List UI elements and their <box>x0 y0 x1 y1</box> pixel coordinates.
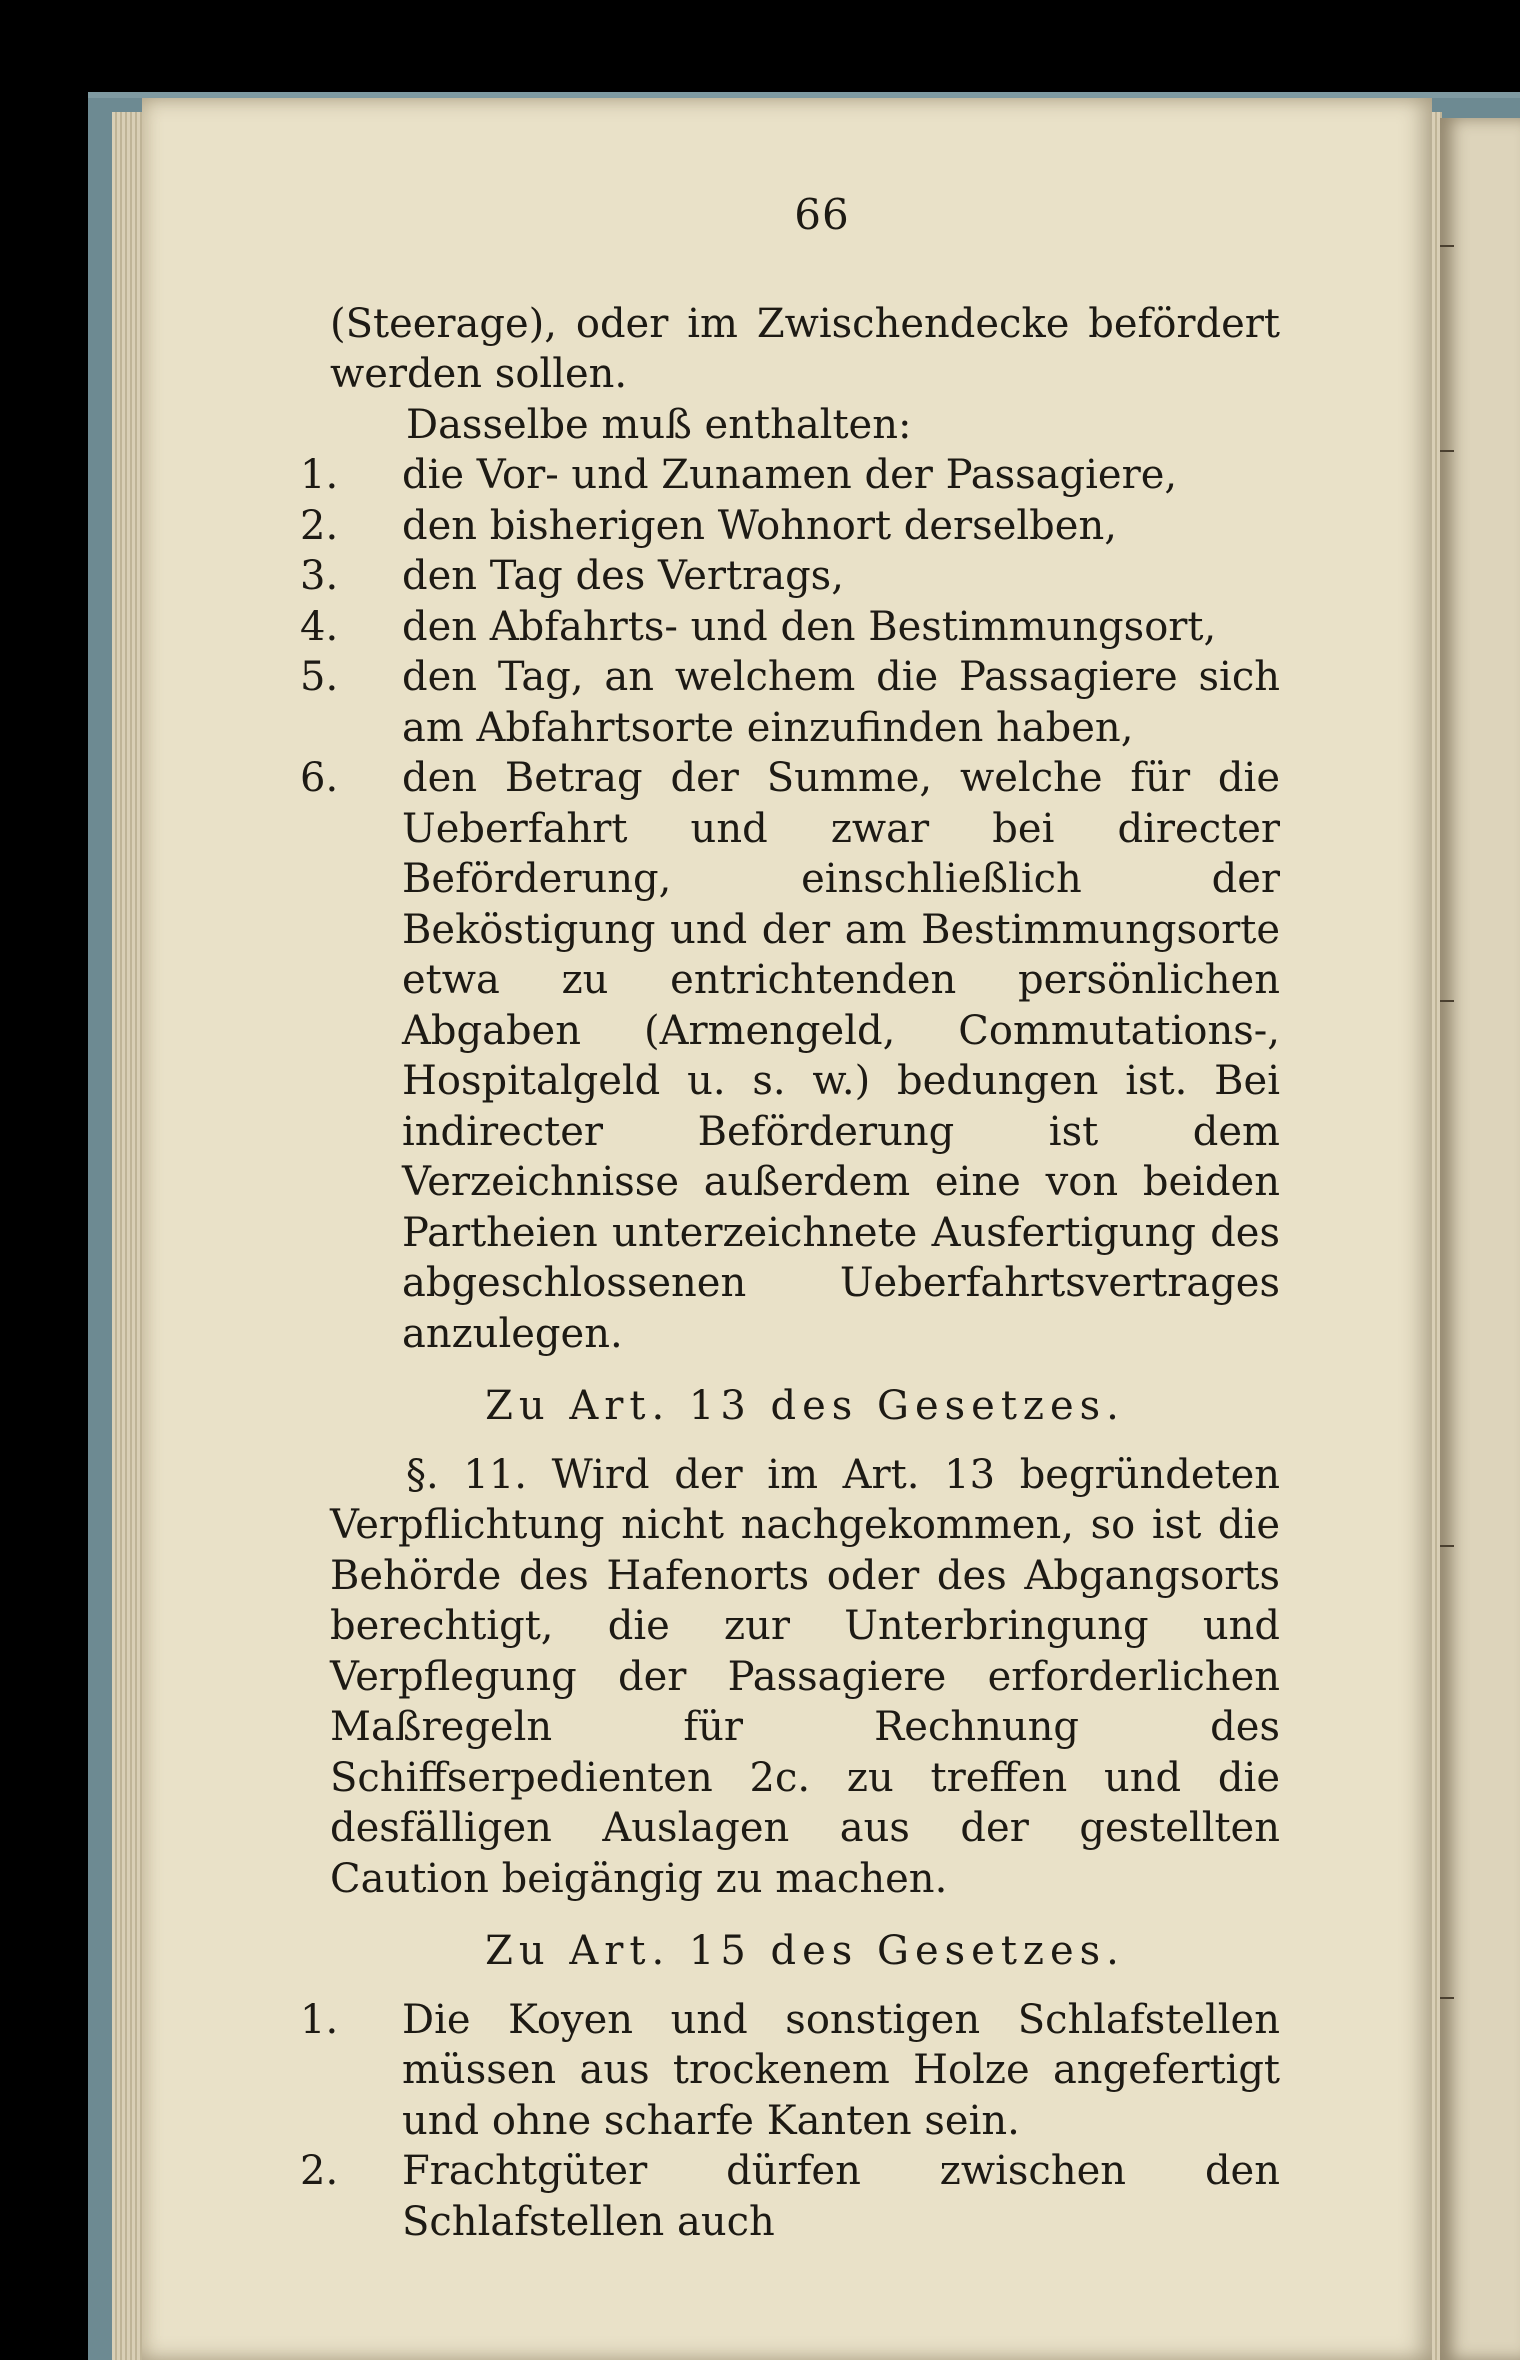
continued-text: (Steerage), oder im Zwischendecke befördert werden sollen. <box>330 300 1280 397</box>
list-item <box>300 1995 1280 2147</box>
list-item <box>300 652 1280 753</box>
next-page-mark <box>1440 450 1454 452</box>
section-heading: Zu Art. 15 des Gesetzes. <box>485 1928 1125 1974</box>
list-item <box>300 501 1280 552</box>
list-item <box>300 602 1280 653</box>
section-heading: Zu Art. 13 des Gesetzes. <box>485 1383 1125 1429</box>
next-page-mark <box>1440 1545 1454 1547</box>
paragraph-11: §. 11. Wird der im Art. 13 begründeten Verpflichtung nicht nachgekommen, so ist die Behörde des Hafenorts oder des Abgangsorts berechtigt, die zur Unterbringung und Verpflegung der Passagiere erforderlichen Maßregeln für Rechnung des Schiffserpedienten 2c. zu treffen und die desfälligen Auslagen aus der gestellten Caution beigängig zu machen. <box>330 1451 1280 1902</box>
next-page-mark <box>1440 1997 1454 1999</box>
list-text: Die Koyen und sonstigen Schlafstellen müssen aus trockenem Holze angefertigt und ohne scharfe Kanten sein. <box>402 1996 1280 2144</box>
next-page-mark <box>1440 1000 1454 1002</box>
list-item <box>300 753 1280 1359</box>
list-number: 4. <box>300 603 339 650</box>
list-number: 1. <box>300 1996 339 2043</box>
page-content <box>300 190 1280 2247</box>
list-text: den Betrag der Summe, welche für die Ueberfahrt und zwar bei directer Beförderung, einschließlich der Beköstigung und der am Bestimmungsorte etwa zu entrichtenden persönlichen Abgaben (Armengeld, Commutations-, Hospitalgeld u. s. w.) bedungen ist. Bei indirecter Beförderung ist dem Verzeichnisse außerdem eine von beiden Partheien unterzeichnete Ausfertigung des abgeschlossenen Ueberfahrtsvertrages anzulegen. <box>402 755 1280 1357</box>
list-text: Frachtgüter dürfen zwischen den Schlafstellen auch <box>402 2148 1280 2245</box>
list-number: 2. <box>300 2148 339 2194</box>
page-number: 66 <box>794 190 850 239</box>
list-number: 5. <box>300 654 339 700</box>
list-intro: Dasselbe muß enthalten: <box>406 401 912 448</box>
list-text: den bisherigen Wohnort derselben, <box>402 502 1117 549</box>
list-item <box>300 2146 1280 2247</box>
next-page-edge <box>1440 118 1520 2360</box>
list-number: 6. <box>300 755 339 801</box>
list-item <box>300 551 1280 602</box>
list-text: den Abfahrts- und den Bestimmungsort, <box>402 603 1217 650</box>
list-number: 1. <box>300 452 339 498</box>
list-number: 3. <box>300 553 339 599</box>
list-text: den Tag, an welchem die Passagiere sich am Abfahrtsorte einzufinden haben, <box>402 654 1280 751</box>
list-text: den Tag des Vertrags, <box>402 553 844 599</box>
list-number: 2. <box>300 502 339 549</box>
next-page-mark <box>1440 245 1454 247</box>
list-text: die Vor- und Zunamen der Passagiere, <box>402 452 1178 498</box>
list-item <box>300 450 1280 501</box>
